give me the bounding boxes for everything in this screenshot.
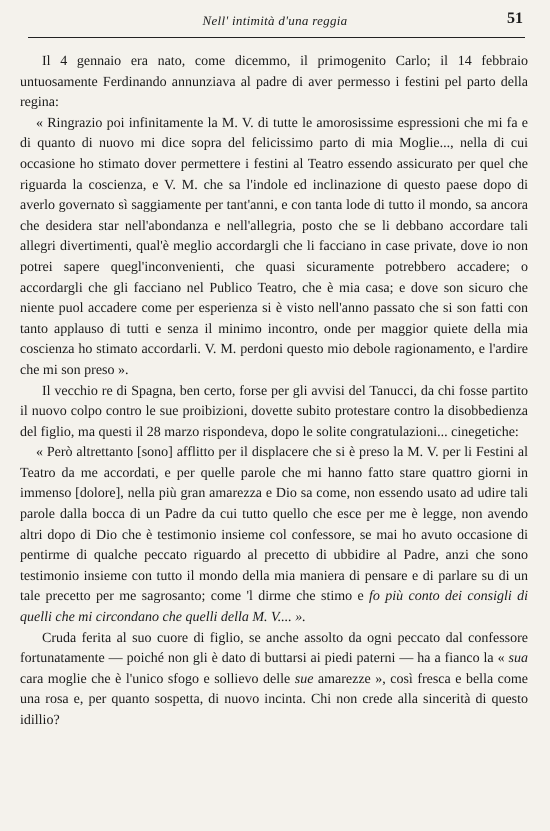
closing-text-1: Cruda ferita al suo cuore di figlio, se anche assolto da ogni peccato dal confessore fortunatamente — poiché non gli è dato di buttarsi ai piedi paterni — ha a fianco la « bbox=[20, 630, 528, 667]
page-number: 51 bbox=[507, 10, 523, 27]
quote-italic-text: fo più conto dei consigli di quelli che mi circondano che quelli della M. V.... ». bbox=[20, 589, 528, 626]
closing-text-2: cara moglie che è l'unico sfogo e sollievo delle bbox=[20, 671, 295, 687]
closing-italic-sua: sua bbox=[508, 651, 528, 667]
closing-italic-sue: sue bbox=[294, 671, 314, 687]
closing-text-3: amarezze », così fresca e bella come una rosa e, per quanto sospetta, di nuovo incinta. Chi non crede alla sincerità di questo idillio? bbox=[20, 671, 528, 728]
running-title: Nell' intimità d'una reggia bbox=[202, 13, 348, 28]
running-header bbox=[0, 0, 550, 38]
page-body bbox=[20, 52, 528, 732]
paragraph-closing bbox=[20, 629, 528, 732]
paragraph-king-of-spain: Il vecchio re di Spagna, ben certo, forse per gli avvisi del Tanucci, da chi fosse partito il nuovo colpo contro le sue proibizioni, dovette subito protestare contro la disobbedienza del figlio, ma questi il 28 marzo rispondeva, dopo le solite congratulazioni... cinegetiche: bbox=[20, 383, 528, 440]
header-rule bbox=[28, 37, 525, 38]
paragraph-birth-announcement: Il 4 gennaio era nato, come dicemmo, il primogenito Carlo; il 14 febbraio untuosamente Ferdinando annunziava al padre di aver permesso i festini pel parto della regina: bbox=[20, 54, 528, 111]
quote-ferdinando-letter-feb: « Ringrazio poi infinitamente la M. V. di tutte le amorosissime espressioni che mi fa e di quanto di nuovo mi dice sopra del felicissimo parto di mia Moglie..., nella di cui occasione ho stimato dover permettere i festini al Teatro essendo assicurato per quel che riguarda la coscienza, e V. M. che sa l'indole ed inclinazione di questo paese dopo di averlo governato sì saggiamente per tant'anni, e con tanta lode di tutto il mondo, sa ancora che desidera star nell'abondanza e nell'allegria, posto che se li debbano accordare tali allegri divertimenti, qual'è meglio accordargli che li facciano in case private, dove io non potrei sapere quegl'inconvenienti, che quasi sicuramente potrebbero accadere; o accordargli che gli facciano nel Publico Teatro, che è mia casa; e dove son sicuro che niente puol accadere come per esperienza si è visto nell'anno passato che si son fatti con tanto applauso di tutti e senza il minimo incontro, onde per maggior quiete della mia coscienza ho stimato accordarli. V. M. perdoni questo mio debole ragionamento, e l'ardire che mi son preso ». bbox=[20, 115, 528, 378]
quote-text: « Però altrettanto [sono] afflitto per il displacere che si è preso la M. V. per li Festini al Teatro da me accordati, e per quelle parole che mi hanno fatto stare quattro giorni in immenso [dolore], nella più gran amarezza e Dio sa come, non essendo usato ad udire tali parole dalla bocca di un Padre da cui tutto quello che esce per me è legge, non avendo altri dopo di Dio che è testimonio insieme col confessore, se mai ho avuto occasione di pentirme di qualche peccato riguardo al precetto di ubbidire al Padre, anzi che sono testimonio insieme con tutto il mondo della mia maniera di pensare e di parlare su di un tale precetto per me sagrosanto; come 'l dirme che stimo e bbox=[20, 445, 528, 605]
quote-ferdinando-letter-march bbox=[20, 443, 528, 628]
